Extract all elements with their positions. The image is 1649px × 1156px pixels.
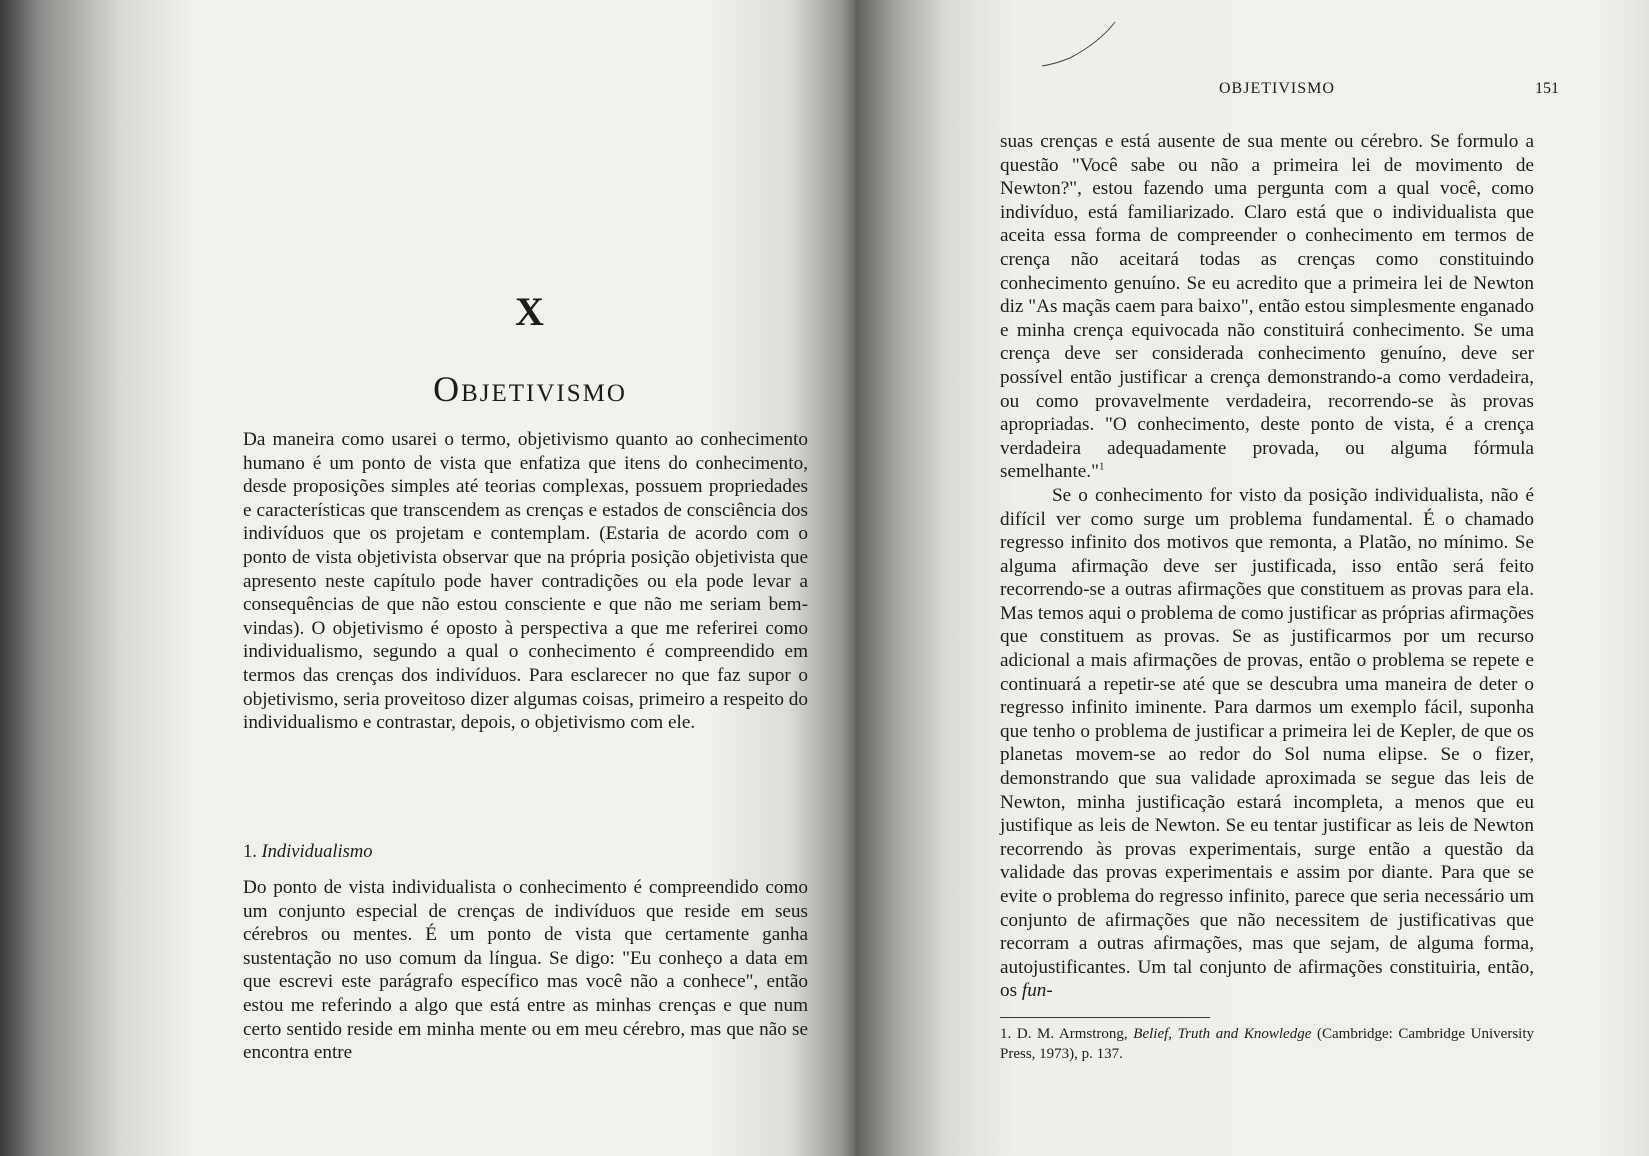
page-number: 151	[1535, 80, 1559, 97]
intro-paragraph-text: Da maneira como usarei o termo, objetivismo quanto ao conhecimento humano é um ponto de vista que enfatiza que itens do conhecimento, desde proposições simples até teorias complexas, possuem propriedades e características que transcendem as crenças e estados de consciência dos indivíduos que os projetam e contemplam. (Estaria de acordo com o ponto de vista objetivista observar que na própria posição objetivista que apresento neste capítulo pode haver contradições ou ela pode levar a consequências de que não estou consciente e que não me seriam bem-vindas). O objetivismo é oposto à perspectiva a que me referirei como individualismo, segundo a qual o conhecimento é compreendido em termos das crenças dos indivíduos. Para esclarecer no que faz supor o objetivismo, seria proveitoso dizer algumas coisas, primeiro a respeito do individualismo e contrastar, depois, o objetivismo com ele.	[243, 429, 808, 734]
footnote	[1000, 1024, 1534, 1064]
footnote-title: Belief, Truth and Knowledge	[1133, 1026, 1312, 1042]
pen-mark-decoration	[1040, 20, 1120, 70]
section-heading	[243, 842, 373, 863]
right-body-text	[1000, 130, 1534, 1003]
chapter-title: Objetivismo	[433, 369, 627, 409]
right-paragraph-2-tail: fun-	[1021, 980, 1053, 1002]
section-title: Individualismo	[261, 842, 373, 862]
chapter-number: X	[515, 289, 545, 334]
running-head: OBJETIVISMO	[1219, 80, 1335, 97]
section-number: 1.	[243, 842, 257, 862]
footnote-suffix: (Cambridge: Cambridge University Press, 1973), p. 137.	[1000, 1026, 1535, 1062]
right-paragraph-2-text: Se o conhecimento for visto da posição individualista, não é difícil ver como surge um problema fundamental. É o chamado regresso infinito dos motivos que remonta, a Platão, no mínimo. Se alguma afirmação deve ser justificada, isso então será feito recorrendo-se a outras afirmações que constituem as provas para ela. Mas temos aqui o problema de como justificar as próprias afirmações que constituem as provas. Se as justificarmos por um recurso adicional a mais afirmações de provas, então o problema se repete e continuará a repetir-se até que se descubra uma maneira de deter o regresso infinito iminente. Para darmos um exemplo fácil, suponha que tenho o problema de justificar a primeira lei de Kepler, de que os planetas movem-se ao redor do Sol numa elipse. Se o fizer, demonstrando que sua validade aproximada se segue das leis de Newton, minha justificação estará incompleta, a menos que eu justifique as leis de Newton. Se eu tentar justificar as leis de Newton recorrendo às provas experimentais, surge então a questão da validade das provas experimentais e assim por diante. Para que se evite o problema do regresso infinito, parece que seria necessário um conjunto de afirmações que não necessitem de justificativas que recorram a outras afirmações, mas que sejam, de alguma forma, autojustificantes. Um tal conjunto de afirmações constituiria, então, os	[1000, 484, 1534, 1002]
footnote-rule	[1000, 1017, 1210, 1018]
section-paragraph	[243, 876, 808, 1065]
right-paragraph-2	[1000, 484, 1534, 1003]
footnote-prefix: 1. D. M. Armstrong,	[1000, 1026, 1128, 1042]
right-paragraph-1-text: suas crenças e está ausente de sua mente ou cérebro. Se formulo a questão "Você sabe ou não a primeira lei de movimento de Newton?", estou fazendo uma pergunta com a qual você, como indivíduo, está familiarizado. Claro está que o individualista que aceita essa forma de compreender o conhecimento em termos de crença não aceitará todas as crenças como constituindo conhecimento genuíno. Se eu acredito que a primeira lei de Newton diz "As maçãs caem para baixo", então estou simplesmente enganado e minha crença equivocada não constituirá conhecimento. Se uma crença deve ser considerada conhecimento genuíno, deve ser possível então justificar a crença demonstrando-a como verdadeira, ou como provavelmente verdadeira, recorrendo-se às provas apropriadas. "O conhecimento, deste ponto de vista, é a crença verdadeira adequadamente provada, ou alguma fórmula semelhante."	[1000, 131, 1534, 483]
section-paragraph-text: Do ponto de vista individualista o conhecimento é compreendido como um conjunto especial de crenças de indivíduos que reside em seus cérebros ou mentes. É um ponto de vista que certamente ganha sustentação no uso comum da língua. Se digo: "Eu conheço a data em que escrevi este parágrafo específico mas você não a conhece", então estou me referindo a algo que está entre as minhas crenças e que num certo sentido reside em minha mente ou em meu cérebro, mas que não se encontra entre	[243, 877, 808, 1064]
right-paragraph-1	[1000, 130, 1534, 484]
intro-paragraph	[243, 428, 808, 735]
footnote-marker: 1	[1098, 460, 1105, 473]
bleed-through-text	[240, 70, 800, 278]
